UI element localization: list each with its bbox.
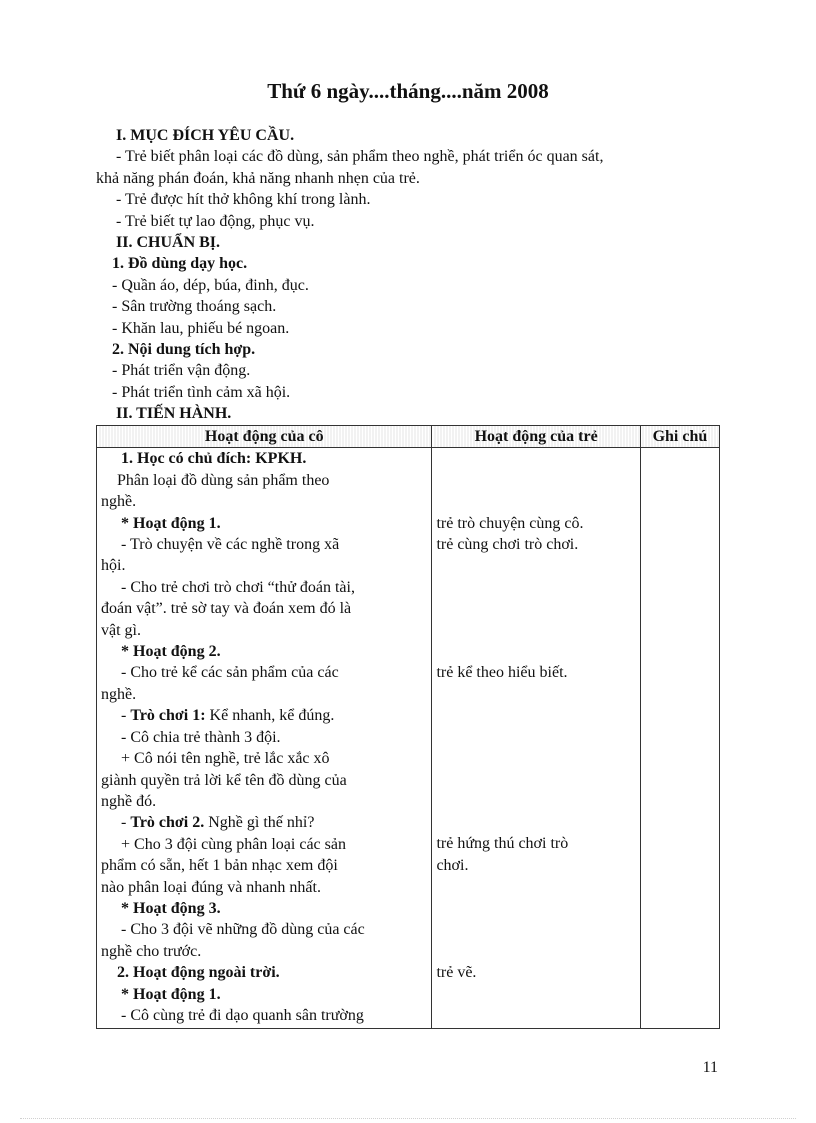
material-line: - Khăn lau, phiếu bé ngoan.: [112, 319, 290, 337]
header-child-activity: Hoạt động của trẻ: [432, 426, 640, 448]
teacher-line: - Cho 3 đội vẽ những đồ dùng của các: [121, 921, 365, 939]
teacher-activity-cell: [97, 448, 432, 1029]
objective-line: - Trẻ biết tự lao động, phục vụ.: [116, 212, 315, 230]
teacher-line: * Hoạt động 1.: [121, 514, 221, 532]
teacher-line: - Trò chơi 1: Kể nhanh, kể đúng.: [121, 707, 335, 725]
teacher-line: nào phân loại đúng và nhanh nhất.: [101, 878, 321, 896]
teacher-line: 1. Học có chủ đích: KPKH.: [121, 450, 307, 468]
objective-line: khả năng phán đoán, khả năng nhanh nhẹn của trẻ.: [96, 169, 420, 187]
teacher-line: phẩm có sẵn, hết 1 bản nhạc xem đội: [101, 857, 338, 875]
teacher-line: * Hoạt động 2.: [121, 643, 221, 661]
teacher-line: đoán vật”. trẻ sờ tay và đoán xem đó là: [101, 600, 352, 618]
teacher-line: vật gì.: [101, 621, 141, 639]
game-1-text: Kể nhanh, kể đúng.: [209, 707, 335, 725]
teacher-line: - Trò chuyện về các nghề trong xã: [121, 536, 340, 554]
section-heading-preparation: II. CHUẨN BỊ.: [116, 233, 221, 251]
page-number: 11: [702, 1059, 718, 1076]
teacher-line: + Cô nói tên nghề, trẻ lắc xắc xô: [121, 750, 330, 768]
child-line: trẻ cùng chơi trò chơi.: [436, 535, 579, 553]
game-1-label: Trò chơi 1:: [130, 707, 206, 725]
child-line: chơi.: [436, 856, 469, 874]
teacher-line: - Trò chơi 2. Nghề gì thế nhỉ?: [121, 814, 315, 832]
teacher-line: nghề đó.: [101, 792, 157, 810]
page-bottom-divider: [20, 1118, 796, 1119]
document-body: [96, 125, 721, 424]
subsection-teaching-materials: 1. Đồ dùng dạy học.: [112, 255, 248, 273]
section-heading-objectives: I. MỤC ĐÍCH YÊU CẦU.: [116, 127, 295, 144]
section-heading-procedure: II. TIẾN HÀNH.: [116, 405, 232, 423]
teacher-line: giành quyền trả lời kể tên đồ dùng của: [101, 771, 347, 789]
teacher-line: 2. Hoạt động ngoài trời.: [117, 964, 280, 982]
teacher-line: Phân loại đồ dùng sản phẩm theo: [117, 471, 330, 489]
material-line: - Sân trường thoáng sạch.: [112, 298, 277, 316]
child-activity-cell: [432, 448, 640, 1029]
activity-table: [96, 425, 720, 1029]
game-2-label: Trò chơi 2.: [130, 814, 205, 832]
material-line: - Quần áo, dép, búa, đinh, đục.: [112, 276, 309, 294]
child-line: trẻ kể theo hiểu biết.: [436, 664, 568, 682]
table-header-row: [97, 426, 720, 448]
teacher-line: - Cô chia trẻ thành 3 đội.: [121, 728, 281, 746]
teacher-line: * Hoạt động 1.: [121, 985, 221, 1003]
content-line: - Phát triển tình cảm xã hội.: [112, 383, 291, 401]
game-2-text: Nghề gì thế nhỉ?: [208, 814, 315, 832]
teacher-line: * Hoạt động 3.: [121, 899, 221, 917]
teacher-line: hội.: [101, 557, 126, 575]
teacher-line: - Cô cùng trẻ đi dạo quanh sân trường: [121, 1006, 364, 1024]
teacher-line: nghề cho trước.: [101, 942, 202, 960]
child-line: trẻ trò chuyện cùng cô.: [436, 514, 584, 532]
objective-line: - Trẻ được hít thở không khí trong lành.: [116, 191, 371, 209]
teacher-line: nghề.: [101, 685, 137, 703]
teacher-line: - Cho trẻ chơi trò chơi “thử đoán tài,: [121, 578, 355, 596]
objective-line: - Trẻ biết phân loại các đồ dùng, sản phẩm theo nghề, phát triển óc quan sát,: [116, 148, 604, 166]
table-row: [97, 448, 720, 1029]
teacher-line: nghề.: [101, 493, 137, 511]
child-line: trẻ vẽ.: [436, 963, 477, 981]
header-notes: Ghi chú: [640, 426, 719, 448]
child-line: trẻ hứng thú chơi trò: [436, 835, 569, 853]
notes-cell: [640, 448, 719, 1029]
header-teacher-activity: Hoạt động của cô: [97, 426, 432, 448]
subsection-integrated-content: 2. Nội dung tích hợp.: [112, 340, 256, 358]
teacher-line: + Cho 3 đội cùng phân loại các sản: [121, 835, 346, 853]
page-title: Thứ 6 ngày....tháng....năm 2008: [267, 79, 549, 103]
teacher-line: - Cho trẻ kể các sản phẩm của các: [121, 664, 339, 682]
content-line: - Phát triển vận động.: [112, 362, 251, 380]
